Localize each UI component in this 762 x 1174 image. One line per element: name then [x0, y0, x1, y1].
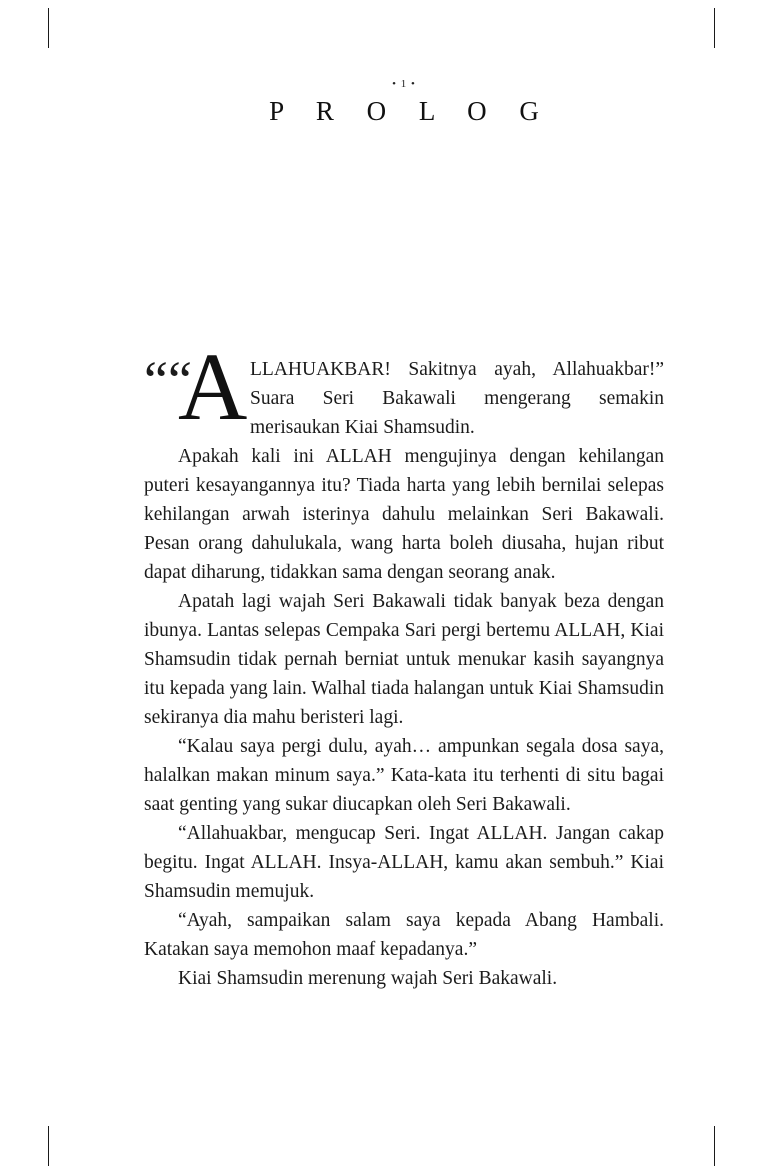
drop-cap-letter: A	[178, 333, 248, 440]
crop-mark-top-left	[48, 8, 49, 48]
crop-mark-top-right	[714, 8, 715, 48]
open-quote-mark: ““	[144, 350, 192, 410]
chapter-title: P R O L O G	[269, 96, 552, 126]
paragraph-4: “Kalau saya pergi dulu, ayah… ampunkan segala dosa saya, halalkan makan minum saya.” Kata-kata itu terhenti di situ bagai saat genting yang sukar diucapkan oleh Seri Bakawali.	[144, 736, 664, 815]
paragraph-6: “Ayah, sampaikan salam saya kepada Abang Hambali. Katakan saya memohon maaf kepadanya.”	[144, 910, 664, 960]
crop-mark-bottom-right	[714, 1126, 715, 1166]
paragraph-opening	[144, 333, 664, 442]
paragraph-text: LLAHUAKBAR! Sakitnya ayah, Allahuakbar!” Suara Seri Bakawali mengerang semakin merisaukan Kiai Shamsudin.	[250, 359, 664, 438]
paragraph-2: Apakah kali ini ALLAH mengujinya dengan kehilangan puteri kesayangannya itu? Tiada harta yang lebih bernilai selepas kehilangan arwah isterinya dahulu melainkan Seri Bakawali. Pesan orang dahulukala, wang harta boleh diusaha, hujan ribut dapat diharung, tidakkan sama dengan seorang anak.	[144, 446, 664, 583]
crop-mark-bottom-left	[48, 1126, 49, 1166]
page-number: • 1 •	[392, 78, 416, 90]
body-text	[144, 333, 664, 993]
paragraph-3: Apatah lagi wajah Seri Bakawali tidak banyak beza dengan ibunya. Lantas selepas Cempaka Sari pergi bertemu ALLAH, Kiai Shamsudin tidak pernah berniat untuk menukar kasih sayangnya itu kepada yang lain. Walhal tiada halangan untuk Kiai Shamsudin sekiranya dia mahu beristeri lagi.	[144, 591, 664, 728]
paragraph-5: “Allahuakbar, mengucap Seri. Ingat ALLAH. Jangan cakap begitu. Ingat ALLAH. Insya-ALLAH, kamu akan sembuh.” Kiai Shamsudin memujuk.	[144, 823, 664, 902]
book-page	[144, 0, 664, 1174]
dropcap-group	[144, 333, 248, 440]
paragraph-7: Kiai Shamsudin merenung wajah Seri Bakawali.	[178, 968, 558, 989]
